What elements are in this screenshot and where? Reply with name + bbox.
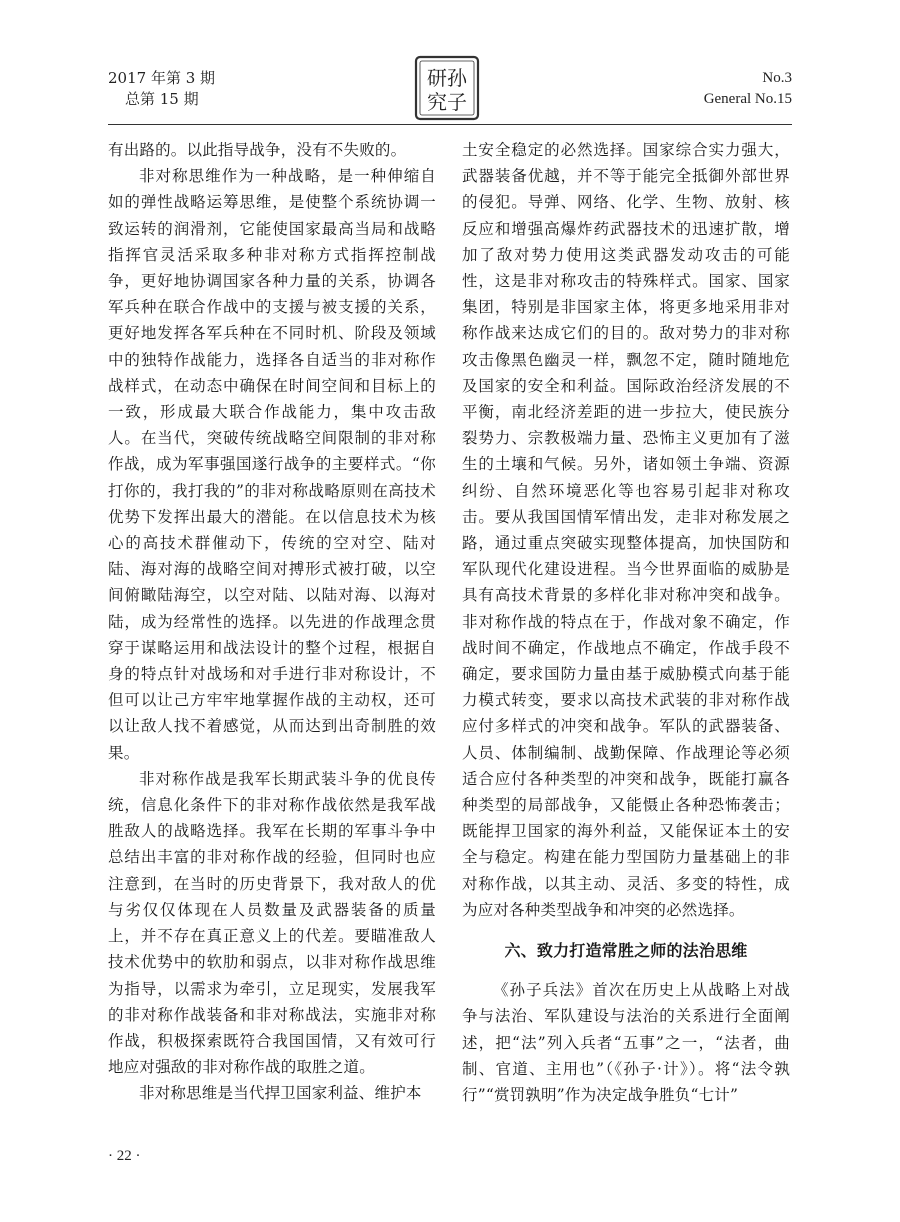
issue-no: No.3 — [762, 70, 792, 86]
year-issue: 2017 年第 3 期 — [108, 69, 216, 87]
page-header — [108, 68, 792, 124]
journal-logo-seal — [413, 54, 481, 122]
paragraph: 非对称思维是当代捍卫国家利益、维护本 — [139, 1084, 422, 1103]
left-column — [108, 137, 436, 1107]
section-heading: 六、致力打造常胜之师的法治思维 — [504, 941, 748, 961]
paragraph: 《孙子兵法》首次在历史上从战略上对战争与法治、军队建设与法治的关系进行全面阐述，把“法”列入兵者“五事”之一，“法者，曲制、官道、主用也”（《孙子·计》）。将“法令孰行”“赏罚孰明”作为决定战争胜负“七计” — [462, 981, 790, 1104]
paragraph: 有出路的。以此指导战争，没有不失败的。 — [108, 141, 407, 159]
paragraph: 非对称作战是我军长期武装斗争的优良传统，信息化条件下的非对称作战依然是我军战胜敌人的战略选择。我军在长期的军事斗争中总结出丰富的非对称作战的经验，但同时也应注意到，在当时的历史背景下，我对敌人的优与劣仅仅体现在人员数量及武器装备的质量上，并不存在真正意义上的代差。要瞄准敌人技术优势中的软肋和弱点，以非对称作战思维为指导，以需求为牵引，立足现实，发展我军的非对称作战装备和非对称战法，实施非对称作战，积极探索既符合我国国情，又有效可行地应对强敌的非对称作战的取胜之道。 — [108, 769, 436, 1077]
issue-info-cn — [108, 68, 215, 110]
issue-info-en — [704, 68, 792, 110]
svg-text:究子: 究子 — [427, 90, 467, 114]
svg-text:研孙: 研孙 — [427, 66, 467, 90]
general-no: General No.15 — [703, 91, 792, 107]
total-issue: 总第 15 期 — [125, 90, 199, 108]
paragraph: 土安全稳定的必然选择。国家综合实力强大，武器装备优越，并不等于能完全抵御外部世界的侵犯。导弹、网络、化学、生物、放射、核反应和增强高爆炸药武器技术的迅速扩散，增加了敌对势力使用这类武器发动攻击的可能性，这是非对称攻击的特殊样式。国家、国家集团，特别是非国家主体，将更多地采用非对称作战来达成它们的目的。敌对势力的非对称攻击像黑色幽灵一样，飘忽不定，随时随地危及国家的安全和利益。国际政治经济发展的不平衡，南北经济差距的进一步拉大，使民族分裂势力、宗教极端力量、恐怖主义更加有了滋生的土壤和气候。另外，诸如领土争端、资源纠纷、自然环境恶化等也容易引起非对称攻击。要从我国国情军情出发，走非对称发展之路，通过重点突破实现整体提高，加快国防和军队现代化建设进程。当今世界面临的威胁是具有高技术背景的多样化非对称冲突和战争。非对称作战的特点在于，作战对象不确定，作战时间不确定，作战地点不确定，作战手段不确定，要求国防力量由基于威胁模式向基于能力模式转变，要求以高技术武装的非对称作战应付多样式的冲突和战争。军队的武器装备、人员、体制编制、战勤保障、作战理论等必须适合应付各种类型的冲突和战争，既能打赢各种类型的局部战争，又能慑止各种恐怖袭击；既能捍卫国家的海外利益，又能保证本土的安全与稳定。构建在能力型国防力量基础上的非对称作战，以其主动、灵活、多变的特性，成为应对各种类型战争和冲突的必然选择。 — [462, 141, 790, 919]
right-column — [462, 137, 790, 1108]
header-rule — [108, 124, 792, 125]
paragraph: 非对称思维作为一种战略，是一种伸缩自如的弹性战略运筹思维，是使整个系统协调一致运转的润滑剂，它能使国家最高当局和战略指挥官灵活采取多种非对称方式指挥控制战争，更好地协调国家各种力量的关系，协调各军兵种在联合作战中的支援与被支援的关系，更好地发挥各军兵种在不同时机、阶段及领域中的独特作战能力，选择各自适当的非对称作战样式，在动态中确保在时间空间和目标上的一致，形成最大联合作战能力，集中攻击敌人。在当代，突破传统战略空间限制的非对称作战，成为军事强国遂行战争的主要样式。“你打你的，我打我的”的非对称战略原则在高技术优势下发挥出最大的潜能。在以信息技术为核心的高技术群催动下，传统的空对空、陆对陆、海对海的战略空间对搏形式被打破，以空间俯瞰陆海空，以空对陆、以陆对海、以海对陆，成为经常性的选择。以先进的作战理念贯穿于谋略运用和战法设计的整个过程，根据自身的特点针对战场和对手进行非对称设计，不但可以让己方牢牢地掌握作战的主动权，还可以让敌人找不着感觉，从而达到出奇制胜的效果。 — [108, 167, 436, 762]
page-number: · 22 · — [108, 1148, 141, 1164]
